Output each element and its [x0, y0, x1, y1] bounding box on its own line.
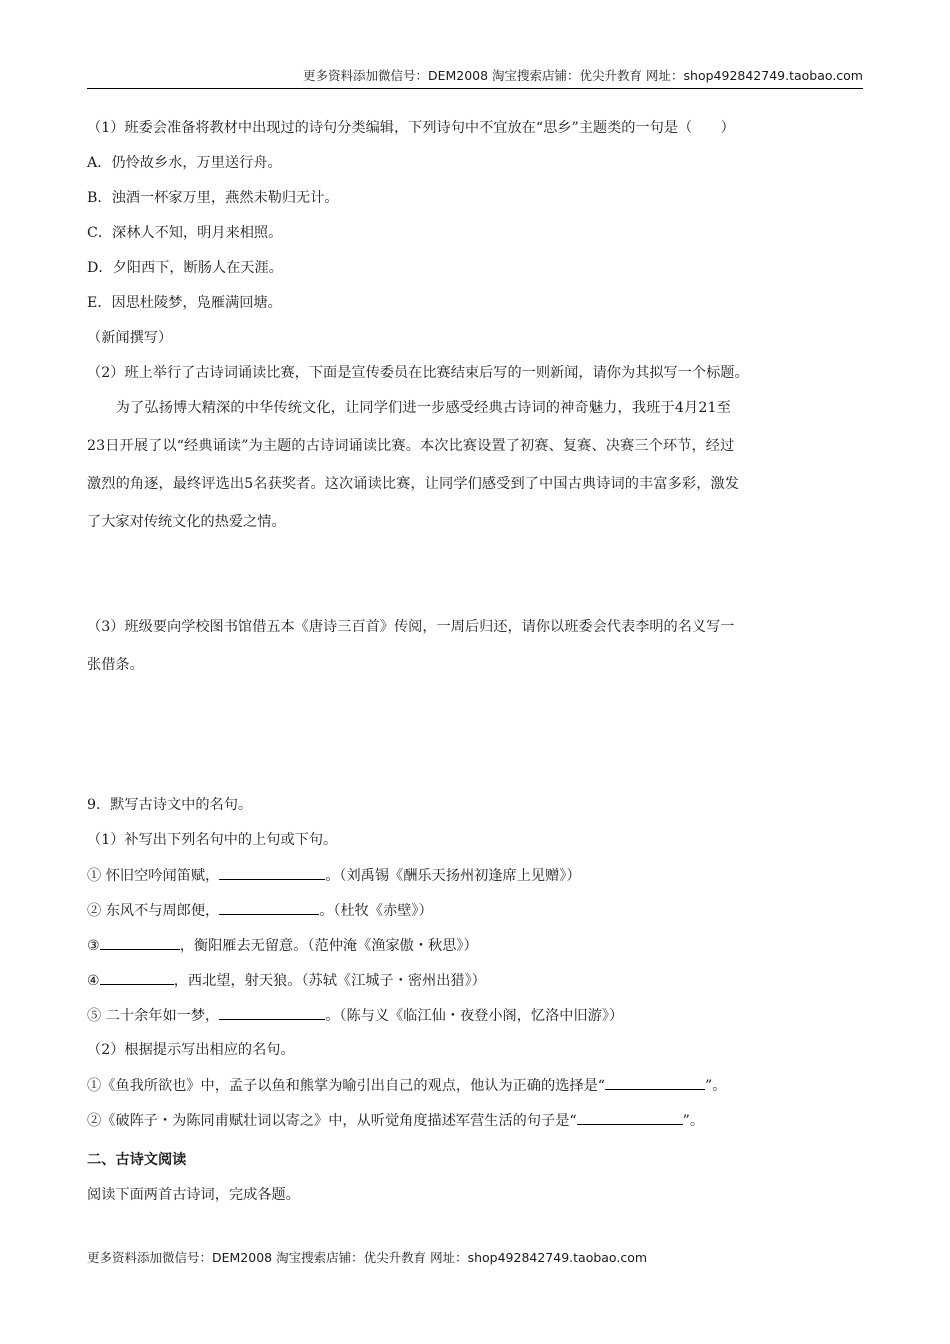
q9-item-4-pre: ④ — [87, 973, 100, 989]
q9-item-4 — [87, 970, 486, 991]
q9-item-3 — [87, 935, 478, 956]
q9-item-5-pre: ⑤ 二十余年如一梦， — [87, 1008, 220, 1024]
answer-blank[interactable] — [100, 935, 180, 950]
answer-blank[interactable] — [219, 1005, 325, 1020]
q9-item-1 — [87, 865, 581, 886]
q9-sub2: （2）根据提示写出相应的名句。 — [87, 1042, 295, 1058]
q9-sub1: （1）补写出下列名句中的上句或下句。 — [87, 832, 338, 848]
q9-item-3-post: ，衡阳雁去无留意。（范仲淹《渔家傲・秋思》） — [179, 938, 478, 954]
q9-title: 9．默写古诗文中的名句。 — [87, 797, 253, 813]
news-line-1: 为了弘扬博大精深的中华传统文化，让同学们进一步感受经典古诗词的神奇魅力，我班于4月21至 — [87, 400, 732, 416]
answer-blank[interactable] — [219, 900, 319, 915]
q3-line-1: （3）班级要向学校图书馆借五本《唐诗三百首》传阅，一周后归还，请你以班委会代表李明的名义写一 — [87, 619, 735, 635]
section-2-title: 二、古诗文阅读 — [87, 1152, 187, 1168]
news-line-4: 了大家对传统文化的热爱之情。 — [87, 514, 286, 530]
news-section-label: （新闻撰写） — [87, 330, 173, 346]
q1-option-c: C．深林人不知，明月来相照。 — [87, 225, 283, 241]
answer-blank[interactable] — [605, 1075, 705, 1090]
q9-item-5 — [87, 1005, 623, 1026]
answer-blank[interactable] — [100, 970, 174, 985]
answer-blank[interactable] — [219, 865, 325, 880]
q9-hint-1 — [87, 1075, 726, 1096]
q9-item-5-post: 。（陈与义《临江仙・夜登小阁，忆洛中旧游》） — [325, 1008, 624, 1024]
q9-item-1-post: 。（刘禹锡《酬乐天扬州初逢席上见赠》） — [325, 868, 581, 884]
q1-option-d: D．夕阳西下，断肠人在天涯。 — [87, 260, 283, 276]
q9-item-2 — [87, 900, 433, 921]
page-header: 更多资料添加微信号：DEM2008 淘宝搜索店铺：优尖升教育 网址：shop492842749.taobao.com — [87, 66, 863, 89]
q2-stem: （2）班上举行了古诗词诵读比赛，下面是宣传委员在比赛结束后写的一则新闻，请你为其拟写一个标题。 — [87, 365, 749, 381]
q9-hint-1-pre: ①《鱼我所欲也》中，孟子以鱼和熊掌为喻引出自己的观点，他认为正确的选择是“ — [87, 1078, 606, 1094]
q9-item-1-pre: ① 怀旧空吟闻笛赋， — [87, 868, 220, 884]
q1-option-a: A．仍怜故乡水，万里送行舟。 — [87, 155, 282, 171]
q3-line-2: 张借条。 — [87, 657, 144, 673]
q9-hint-2-post: ”。 — [682, 1113, 705, 1129]
news-line-2: 23日开展了以“经典诵读”为主题的古诗词诵读比赛。本次比赛设置了初赛、复赛、决赛三个环节，经过 — [87, 438, 735, 454]
q9-item-2-post: 。（杜牧《赤壁》） — [319, 903, 433, 919]
q1-option-b: B．浊酒一杯家万里，燕然未勒归无计。 — [87, 190, 339, 206]
q9-item-3-pre: ③ — [87, 938, 100, 954]
section-2-intro: 阅读下面两首古诗词，完成各题。 — [87, 1187, 300, 1203]
q1-stem: （1）班委会准备将教材中出现过的诗句分类编辑，下列诗句中不宜放在“思乡”主题类的一句是（ ） — [87, 120, 735, 136]
q9-hint-1-post: ”。 — [705, 1078, 727, 1094]
q9-hint-2-pre: ②《破阵子・为陈同甫赋壮词以寄之》中，从听觉角度描述军营生活的句子是“ — [87, 1113, 577, 1129]
q9-item-2-pre: ② 东风不与周郎便， — [87, 903, 220, 919]
q9-hint-2 — [87, 1110, 704, 1131]
answer-blank[interactable] — [577, 1110, 683, 1125]
q1-option-e: E．因思杜陵梦，凫雁满回塘。 — [87, 295, 282, 311]
q9-item-4-post: ，西北望，射天狼。（苏轼《江城子・密州出猎》） — [173, 973, 486, 989]
news-line-3: 激烈的角逐，最终评选出5名获奖者。这次诵读比赛，让同学们感受到了中国古典诗词的丰富多彩，激发 — [87, 476, 740, 492]
page-footer: 更多资料添加微信号：DEM2008 淘宝搜索店铺：优尖升教育 网址：shop492842749.taobao.com — [87, 1250, 648, 1265]
